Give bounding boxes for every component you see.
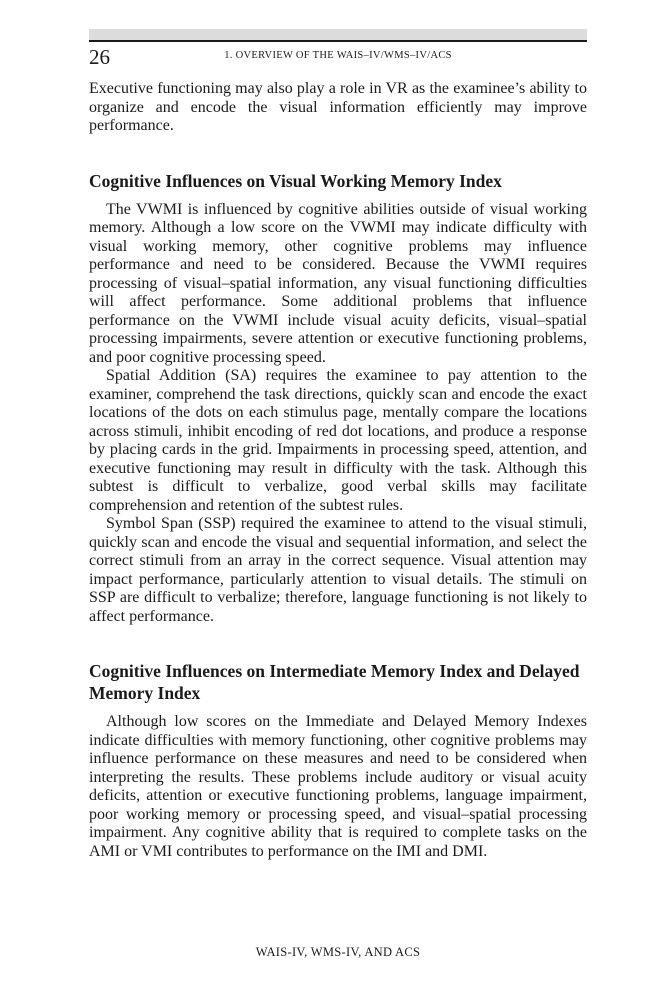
- body-paragraph: Spatial Addition (SA) requires the examinee to pay attention to the examiner, comprehend the task directions, quickly scan and encode the exact locations of the dots on each stimulus page, mentally compare the locations across stimuli, inhibit encoding of red dot locations, and produce a response by placing cards in the grid. Impairments in processing speed, attention, and executive functioning may result in difficulty with the task. Although this subtest is difficult to verbalize, good verbal skills may facilitate comprehension and retention of the subtest rules.: [89, 367, 587, 514]
- section-heading-imi-dmi: Cognitive Influences on Intermediate Memory Index and Delayed Memory Index: [89, 661, 580, 703]
- page-header: [89, 45, 587, 69]
- body-paragraph: The VWMI is influenced by cognitive abilities outside of visual working memory. Although a low score on the VWMI may indicate difficulty with visual working memory, other cognitive problems may influence performance and need to be considered. Because the VWMI requires processing of visual–spatial information, any visual functioning difficulties will affect performance. Some additional problems that influence performance on the VWMI include visual acuity deficits, visual–spatial processing impairments, severe attention or executive functioning problems, and poor cognitive processing speed.: [89, 200, 587, 366]
- page-body: [89, 80, 587, 861]
- body-paragraph: Although low scores on the Immediate and Delayed Memory Indexes indicate difficulties with memory functioning, other cognitive problems may influence performance on these measures and need to be considered when interpreting the results. These problems include auditory or visual acuity deficits, attention or executive functioning problems, language impairment, poor working memory or processing speed, and visual–spatial processing impairment. Any cognitive ability that is required to complete tasks on the AMI or VMI contributes to performance on the IMI and DMI.: [89, 713, 587, 860]
- body-paragraph: Symbol Span (SSP) required the examinee to attend to the visual stimuli, quickly scan and encode the visual and sequential information, and select the correct stimuli from an array in the correct sequence. Visual attention may impact performance, particularly attention to visual details. The stimuli on SSP are difficult to verbalize; therefore, language functioning is not likely to affect performance.: [89, 515, 587, 625]
- intro-paragraph: Executive functioning may also play a role in VR as the examinee’s ability to organize and encode the visual information efficiently may improve performance.: [89, 80, 587, 134]
- section-heading-vwmi: Cognitive Influences on Visual Working Memory Index: [89, 170, 502, 191]
- header-rule: [89, 40, 587, 42]
- running-head: 1. OVERVIEW OF THE WAIS–IV/WMS–IV/ACS: [224, 50, 452, 61]
- page-number: 26: [89, 45, 110, 69]
- page-footer: WAIS-IV, WMS-IV, AND ACS: [255, 945, 421, 959]
- header-bar: [89, 29, 587, 40]
